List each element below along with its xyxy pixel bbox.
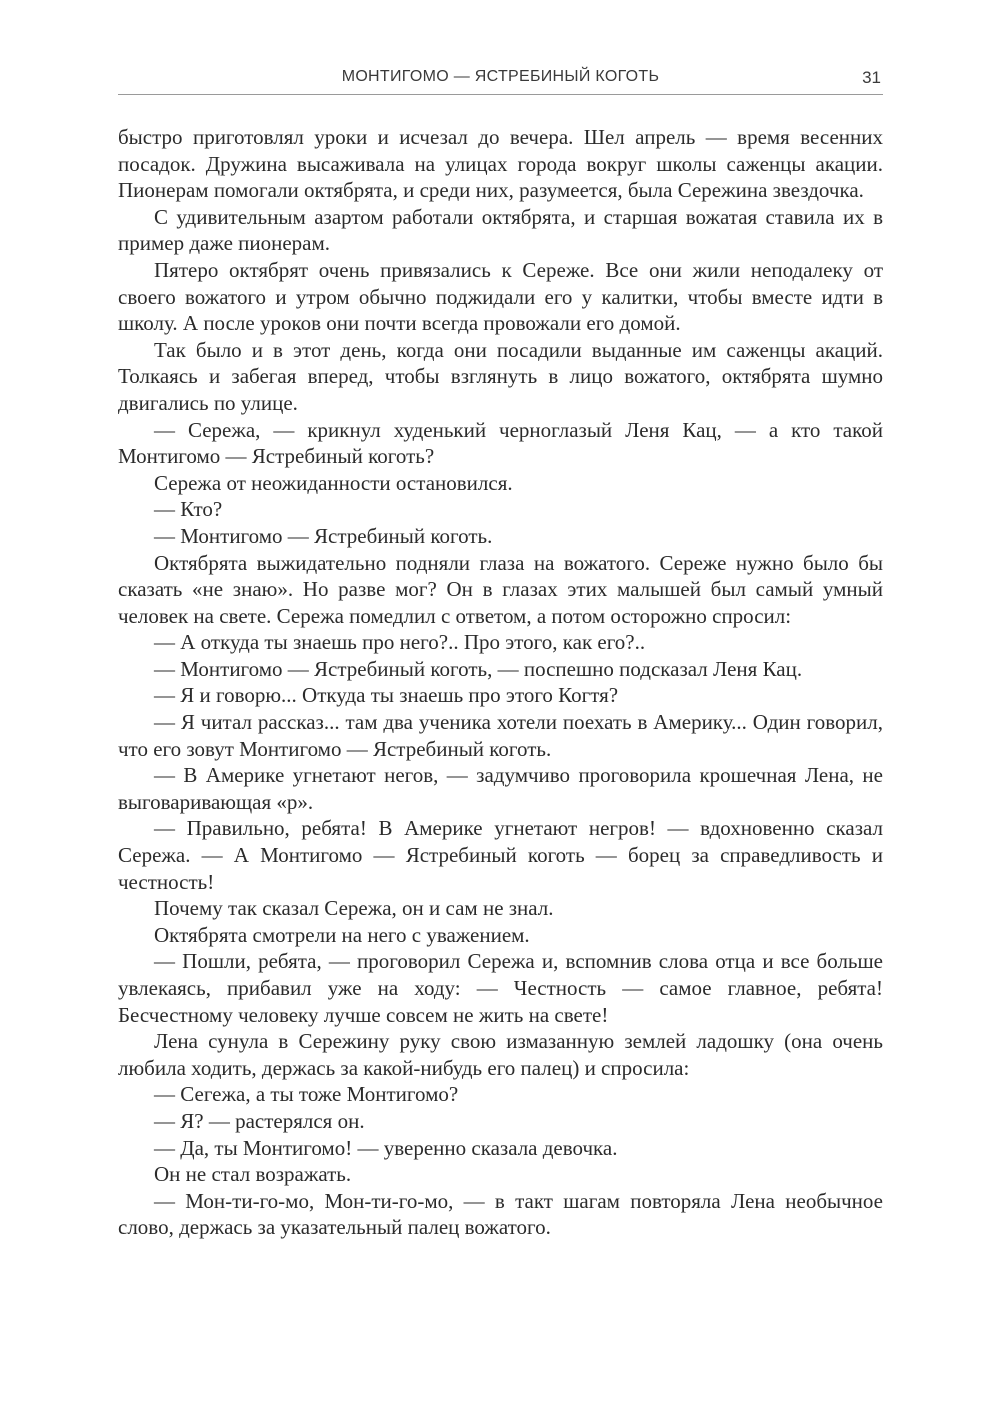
paragraph: Так было и в этот день, когда они посадили выданные им саженцы акаций. Толкаясь и забегая вперед, чтобы взглянуть в лицо вожатого, октябрята шумно двигались по улице. bbox=[118, 337, 883, 415]
dialogue-line: — Монтигомо — Ястребиный коготь. bbox=[154, 523, 493, 548]
paragraph: быстро приготовлял уроки и исчезал до вечера. Шел апрель — время весенних посадок. Дружина высаживала на улицах города вокруг школы саженцы акации. Пионерам помогали октябрята, и среди них, разумеется, была Сережина звездочка. bbox=[118, 125, 883, 203]
paragraph: Лена сунула в Сережину руку свою измазанную землей ладошку (она очень любила ходить, держась за какой-нибудь его палец) и спросила: bbox=[118, 1029, 883, 1080]
paragraph: Октябрята выжидательно подняли глаза на вожатого. Сереже нужно было бы сказать «не знаю». Но разве мог? Он в глазах этих малышей был самый умный человек на свете. Сережа помедлил с ответом, а потом осторожно спросил: bbox=[118, 550, 883, 628]
page-number: 31 bbox=[862, 68, 881, 87]
dialogue-line: — Я читал рассказ... там два ученика хотели поехать в Америку... Один говорил, что его зовут Монтигомо — Ястребиный коготь. bbox=[118, 710, 883, 761]
running-header bbox=[118, 62, 883, 95]
dialogue-line: — Сегежа, а ты тоже Монтигомо? bbox=[154, 1082, 459, 1107]
dialogue-line: — Сережа, — крикнул худенький черноглазый Леня Кац, — а кто такой Монтигомо — Ястребиный коготь? bbox=[118, 417, 883, 469]
dialogue-line: — Кто? bbox=[154, 497, 223, 522]
dialogue-line: — Да, ты Монтигомо! — уверенно сказала девочка. bbox=[154, 1135, 618, 1160]
dialogue-line: — Я? — растерялся он. bbox=[154, 1108, 365, 1133]
dialogue-line: — Пошли, ребята, — проговорил Сережа и, вспомнив слова отца и все больше увлекаясь, прибавил уже на ходу: — Честность — самое главное, ребята! Бесчестному человеку лучше совсем не жить на свете! bbox=[118, 949, 883, 1027]
paragraph: Сережа от неожиданности остановился. bbox=[154, 470, 513, 495]
paragraph: Пятеро октябрят очень привязались к Сереже. Все они жили неподалеку от своего вожатого и утром обычно поджидали его у калитки, чтобы вместе идти в школу. А после уроков они почти всегда провожали его домой. bbox=[118, 257, 883, 336]
dialogue-line: — Я и говорю... Откуда ты знаешь про этого Когтя? bbox=[154, 683, 619, 708]
paragraph: Он не стал возражать. bbox=[154, 1162, 352, 1187]
body-text bbox=[118, 124, 883, 1241]
dialogue-line: — В Америке угнетают негов, — задумчиво проговорила крошечная Лена, не выговаривающая «р». bbox=[118, 763, 883, 814]
paragraph: Почему так сказал Сережа, он и сам не знал. bbox=[154, 896, 554, 921]
dialogue-line: — Монтигомо — Ястребиный коготь, — поспешно подсказал Леня Кац. bbox=[154, 656, 803, 681]
paragraph: С удивительным азартом работали октябрята, и старшая вожатая ставила их в пример даже пионерам. bbox=[118, 204, 883, 256]
paragraph: Октябрята смотрели на него с уважением. bbox=[154, 922, 530, 947]
running-title: МОНТИГОМО — ЯСТРЕБИНЫЙ КОГОТЬ bbox=[341, 68, 660, 85]
dialogue-line: — А откуда ты знаешь про него?.. Про этого, как его?.. bbox=[154, 630, 646, 655]
dialogue-line: — Мон-ти-го-мо, Мон-ти-го-мо, — в такт шагам повторяла Лена необычное слово, держась за указательный палец вожатого. bbox=[118, 1188, 883, 1240]
dialogue-line: — Правильно, ребята! В Америке угнетают негров! — вдохновенно сказал Сережа. — А Монтигомо — Ястребиный коготь — борец за справедливость и честность! bbox=[118, 816, 883, 894]
